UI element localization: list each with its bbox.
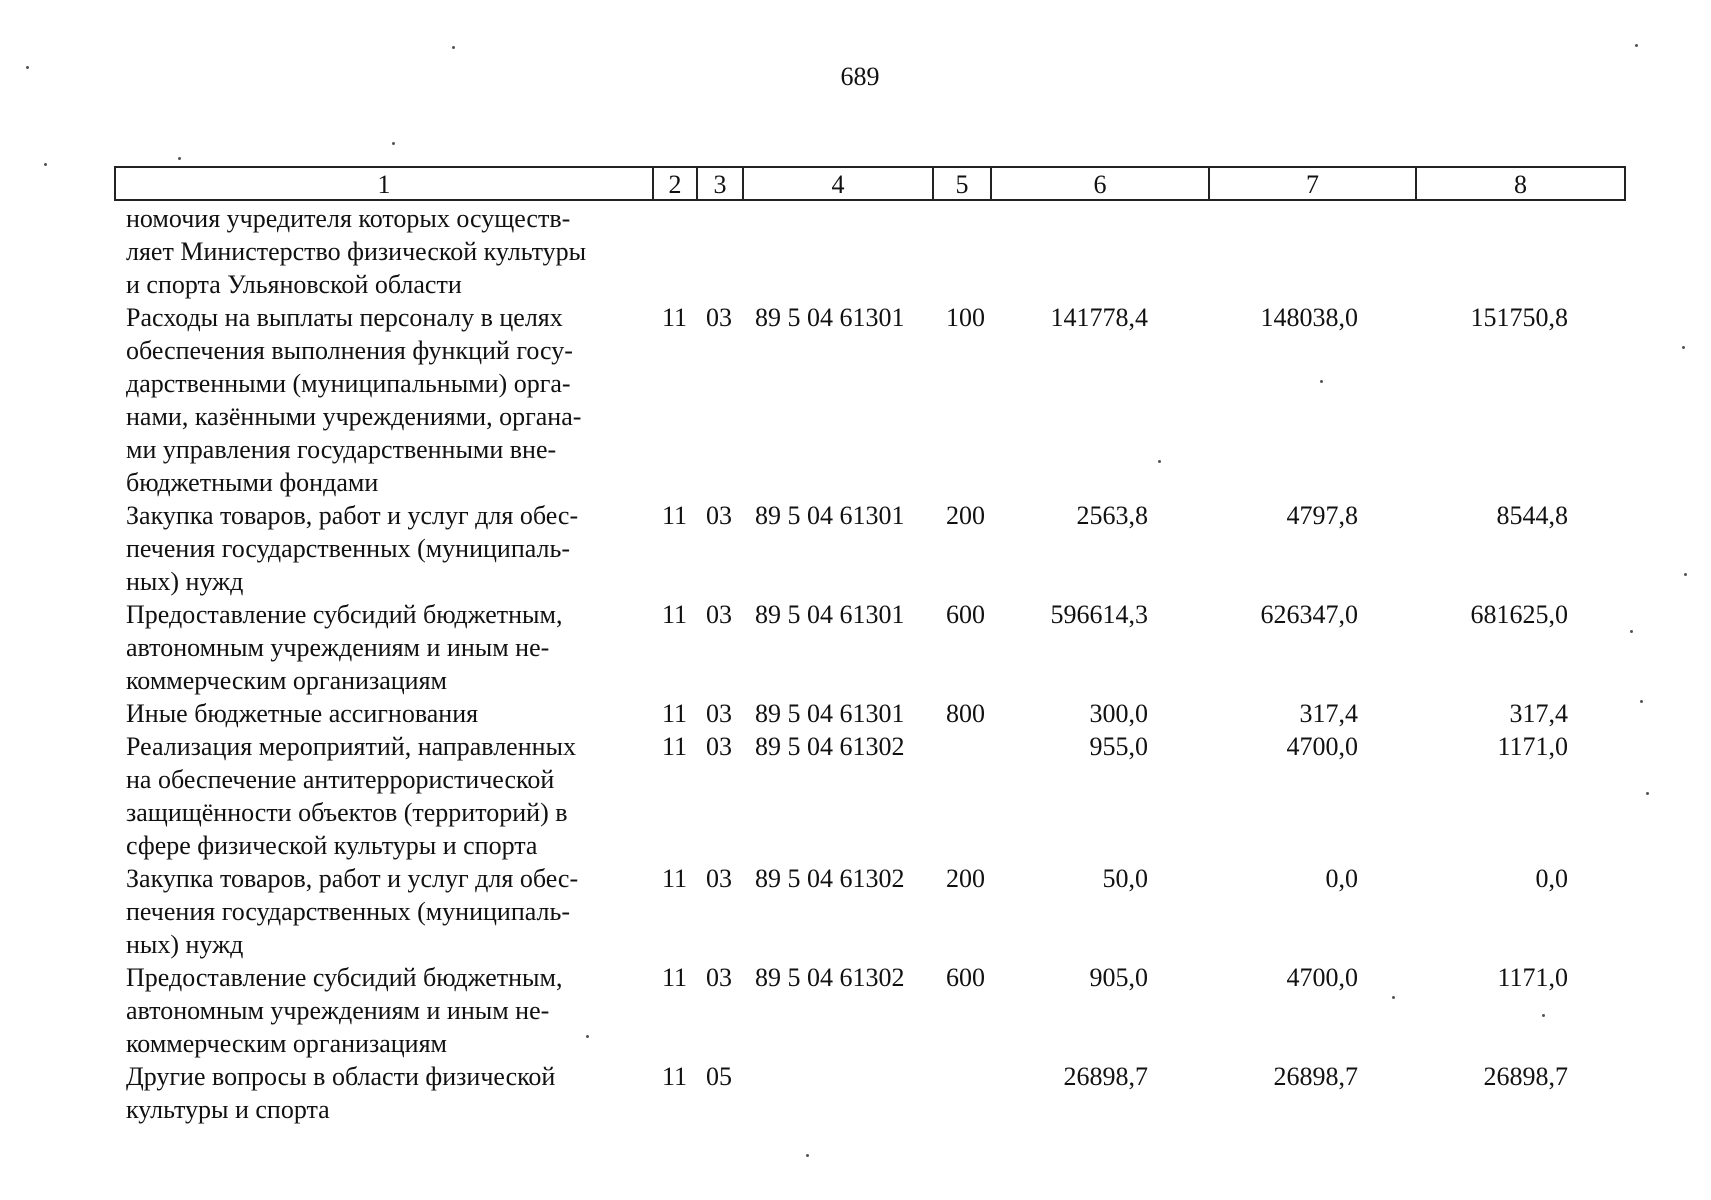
cell-col-3: 03 xyxy=(706,963,732,992)
cell-col-5: 100 xyxy=(946,303,985,332)
cell-col-2: 11 xyxy=(662,303,688,332)
description-line: Закупка товаров, работ и услуг для обес- xyxy=(126,864,579,893)
scan-speck xyxy=(178,157,181,160)
description-line: печения государственных (муниципаль- xyxy=(126,534,571,563)
cell-col-4: 89 5 04 61301 xyxy=(755,600,905,629)
scan-speck xyxy=(392,142,395,145)
cell-col-6: 2563,8 xyxy=(1076,501,1148,530)
column-header-2: 2 xyxy=(654,168,698,199)
cell-col-8: 1171,0 xyxy=(1497,963,1568,992)
description-line: ми управления государственными вне- xyxy=(126,435,557,464)
description-line: Иные бюджетные ассигнования xyxy=(126,699,479,728)
description-line: ляет Министерство физической культуры xyxy=(126,237,587,266)
cell-col-4: 89 5 04 61301 xyxy=(755,303,905,332)
row-description xyxy=(126,730,640,862)
scan-speck xyxy=(1158,460,1161,463)
cell-col-7: 4700,0 xyxy=(1286,963,1358,992)
cell-col-8: 8544,8 xyxy=(1496,501,1568,530)
cell-col-3: 03 xyxy=(706,864,732,893)
table-row xyxy=(0,730,1711,862)
cell-col-3: 03 xyxy=(706,303,732,332)
cell-col-4: 89 5 04 61302 xyxy=(755,732,905,761)
cell-col-3: 03 xyxy=(706,600,732,629)
cell-col-8: 317,4 xyxy=(1509,699,1568,728)
cell-col-6: 596614,3 xyxy=(1050,600,1148,629)
column-header-1: 1 xyxy=(116,168,654,199)
description-line: сфере физической культуры и спорта xyxy=(126,831,538,860)
cell-col-2: 11 xyxy=(662,864,688,893)
cell-col-2: 11 xyxy=(662,963,688,992)
row-description xyxy=(126,202,640,301)
scan-speck xyxy=(1635,44,1638,47)
cell-col-8: 26898,7 xyxy=(1483,1062,1568,1091)
scan-speck xyxy=(1682,346,1685,349)
description-line: на обеспечение антитеррористической xyxy=(126,765,555,794)
description-line: нами, казёнными учреждениями, органа- xyxy=(126,402,582,431)
scan-speck xyxy=(1392,996,1395,999)
description-line: автономным учреждениям и иным не- xyxy=(126,996,550,1025)
cell-col-2: 11 xyxy=(662,699,688,728)
table-row xyxy=(0,202,1711,301)
description-line: обеспечения выполнения функций госу- xyxy=(126,336,573,365)
description-line: ных) нужд xyxy=(126,567,244,596)
description-line: защищённости объектов (территорий) в xyxy=(126,798,568,827)
scan-speck xyxy=(586,1035,589,1038)
scan-speck xyxy=(1646,792,1649,795)
scan-speck xyxy=(1684,573,1687,576)
description-line: номочия учредителя которых осуществ- xyxy=(126,204,571,233)
table-row xyxy=(0,697,1711,730)
cell-col-4: 89 5 04 61302 xyxy=(755,963,905,992)
column-header-7: 7 xyxy=(1210,168,1417,199)
scan-speck xyxy=(806,1154,809,1157)
scan-speck xyxy=(1630,630,1633,633)
description-line: ных) нужд xyxy=(126,930,244,959)
description-line: коммерческим организациям xyxy=(126,1029,448,1058)
description-line: Закупка товаров, работ и услуг для обес- xyxy=(126,501,579,530)
cell-col-7: 26898,7 xyxy=(1273,1062,1358,1091)
cell-col-8: 151750,8 xyxy=(1470,303,1568,332)
cell-col-3: 03 xyxy=(706,501,732,530)
cell-col-2: 11 xyxy=(662,732,688,761)
table-body xyxy=(0,202,1711,1126)
cell-col-4: 89 5 04 61302 xyxy=(755,864,905,893)
description-line: культуры и спорта xyxy=(126,1095,330,1124)
description-line: и спорта Ульяновской области xyxy=(126,270,462,299)
cell-col-2: 11 xyxy=(662,600,688,629)
table-header xyxy=(114,166,1626,201)
cell-col-8: 1171,0 xyxy=(1497,732,1568,761)
description-line: Реализация мероприятий, направленных xyxy=(126,732,577,761)
cell-col-7: 0,0 xyxy=(1325,864,1358,893)
cell-col-6: 50,0 xyxy=(1102,864,1148,893)
cell-col-8: 681625,0 xyxy=(1470,600,1568,629)
scan-speck xyxy=(1320,380,1323,383)
description-line: Предоставление субсидий бюджетным, xyxy=(126,963,563,992)
cell-col-4: 89 5 04 61301 xyxy=(755,501,905,530)
scan-speck xyxy=(44,163,47,166)
row-description xyxy=(126,697,640,730)
table-row xyxy=(0,862,1711,961)
cell-col-6: 26898,7 xyxy=(1063,1062,1148,1091)
description-line: печения государственных (муниципаль- xyxy=(126,897,571,926)
page-number: 689 xyxy=(840,62,880,91)
scan-speck xyxy=(1542,1014,1545,1017)
table-row xyxy=(0,301,1711,499)
column-header-4: 4 xyxy=(744,168,934,199)
row-description xyxy=(126,961,640,1060)
description-line: автономным учреждениям и иным не- xyxy=(126,633,550,662)
cell-col-3: 03 xyxy=(706,732,732,761)
table-row xyxy=(0,499,1711,598)
table-row xyxy=(0,961,1711,1060)
scan-speck xyxy=(26,66,29,69)
cell-col-6: 300,0 xyxy=(1089,699,1148,728)
cell-col-7: 4700,0 xyxy=(1286,732,1358,761)
row-description xyxy=(126,301,640,499)
column-header-6: 6 xyxy=(992,168,1210,199)
description-line: Расходы на выплаты персоналу в целях xyxy=(126,303,563,332)
description-line: дарственными (муниципальными) орга- xyxy=(126,369,571,398)
table-row xyxy=(0,1060,1711,1126)
cell-col-3: 05 xyxy=(706,1062,732,1091)
table-row xyxy=(0,598,1711,697)
row-description xyxy=(126,1060,640,1126)
cell-col-4: 89 5 04 61301 xyxy=(755,699,905,728)
row-description xyxy=(126,862,640,961)
cell-col-6: 955,0 xyxy=(1089,732,1148,761)
description-line: Другие вопросы в области физической xyxy=(126,1062,556,1091)
column-header-3: 3 xyxy=(698,168,744,199)
description-line: Предоставление субсидий бюджетным, xyxy=(126,600,563,629)
cell-col-7: 148038,0 xyxy=(1260,303,1358,332)
cell-col-6: 141778,4 xyxy=(1050,303,1148,332)
cell-col-5: 800 xyxy=(946,699,985,728)
cell-col-7: 626347,0 xyxy=(1260,600,1358,629)
description-line: коммерческим организациям xyxy=(126,666,448,695)
cell-col-7: 4797,8 xyxy=(1286,501,1358,530)
cell-col-6: 905,0 xyxy=(1089,963,1148,992)
cell-col-2: 11 xyxy=(662,501,688,530)
cell-col-5: 200 xyxy=(946,501,985,530)
cell-col-5: 200 xyxy=(946,864,985,893)
cell-col-2: 11 xyxy=(662,1062,688,1091)
column-header-5: 5 xyxy=(934,168,992,199)
cell-col-8: 0,0 xyxy=(1535,864,1568,893)
cell-col-3: 03 xyxy=(706,699,732,728)
cell-col-5: 600 xyxy=(946,600,985,629)
description-line: бюджетными фондами xyxy=(126,468,379,497)
scan-speck xyxy=(1640,700,1643,703)
row-description xyxy=(126,499,640,598)
scan-speck xyxy=(452,46,455,49)
column-header-8: 8 xyxy=(1514,170,1527,199)
cell-col-5: 600 xyxy=(946,963,985,992)
row-description xyxy=(126,598,640,697)
cell-col-7: 317,4 xyxy=(1299,699,1358,728)
